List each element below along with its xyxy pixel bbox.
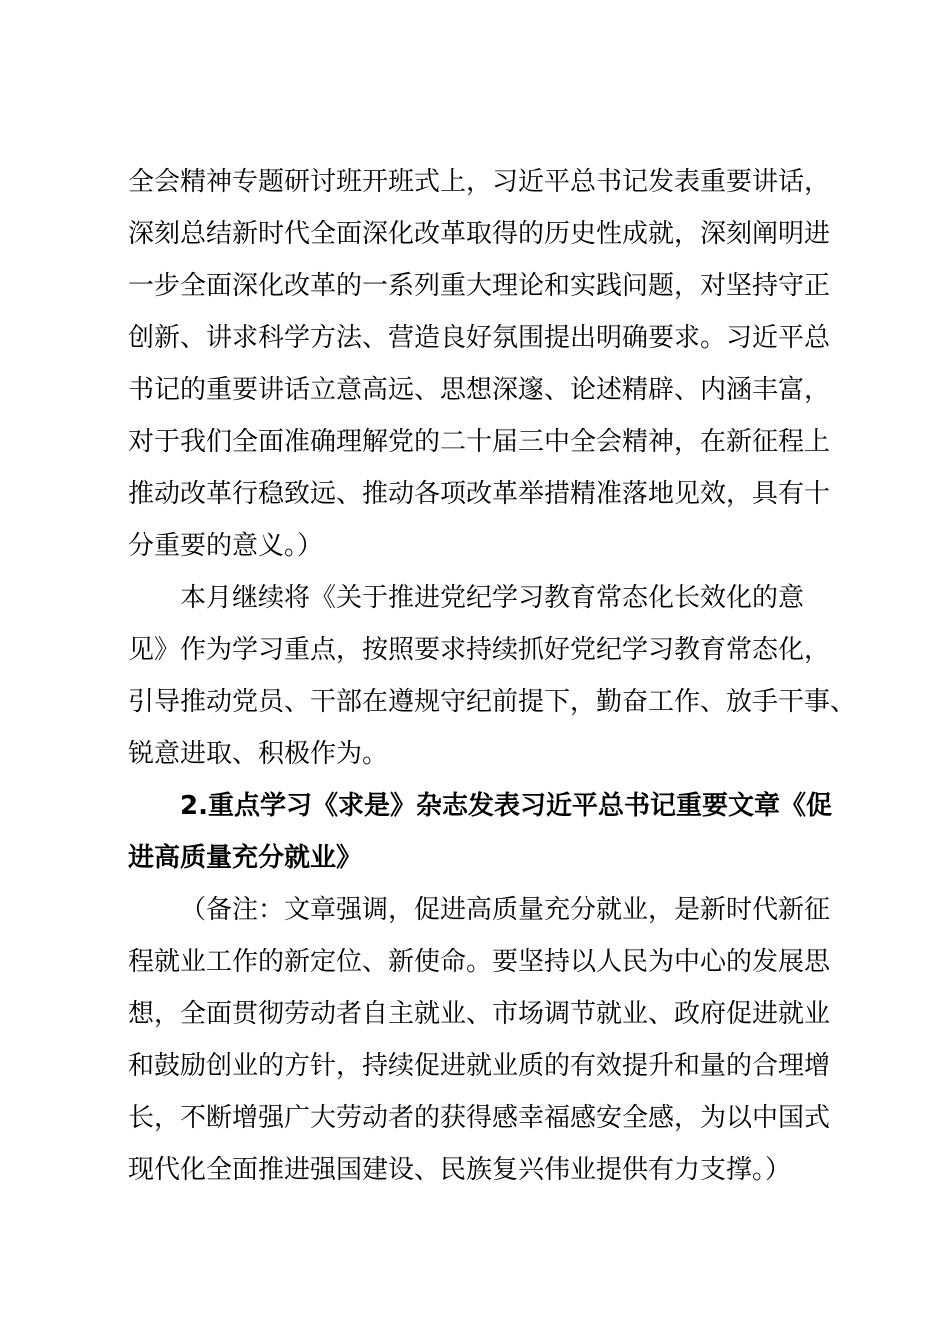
text-line: 长，不断增强广大劳动者的获得感幸福感安全感，为以中国式 bbox=[128, 1103, 831, 1133]
heading-line: 进高质量充分就业》 bbox=[128, 843, 363, 873]
text-line: 书记的重要讲话立意高远、思想深邃、论述精辟、内涵丰富， bbox=[128, 375, 831, 405]
text-line: 现代化全面推进强国建设、民族复兴伟业提供有力支撑。） bbox=[128, 1155, 792, 1185]
text-line: 见》作为学习重点，按照要求持续抓好党纪学习教育常态化， bbox=[128, 635, 831, 665]
text-line: 分重要的意义。） bbox=[128, 531, 324, 561]
heading-line: 2.重点学习《求是》杂志发表习近平总书记重要文章《促 bbox=[180, 791, 832, 821]
text-line: 本月继续将《关于推进党纪学习教育常态化长效化的意 bbox=[180, 583, 805, 613]
paragraph-discipline-study bbox=[128, 572, 857, 780]
text-line: 引导推动党员、干部在遵规守纪前提下，勤奋工作、放手干事、 bbox=[128, 687, 857, 717]
text-line: 推动改革行稳致远、推动各项改革举措精准落地见效，具有十 bbox=[128, 479, 831, 509]
text-line: 全会精神专题研讨班开班式上，习近平总书记发表重要讲话， bbox=[128, 167, 831, 197]
text-line: 程就业工作的新定位、新使命。要坚持以人民为中心的发展思 bbox=[128, 947, 831, 977]
text-line: 创新、讲求科学方法、营造良好氛围提出明确要求。习近平总 bbox=[128, 323, 831, 353]
text-line: 锐意进取、积极作为。 bbox=[128, 739, 389, 769]
text-line: 深刻总结新时代全面深化改革取得的历史性成就，深刻阐明进 bbox=[128, 219, 831, 249]
document-body bbox=[128, 156, 857, 1196]
paragraph-speech-summary bbox=[128, 156, 838, 572]
paragraph-employment-note bbox=[128, 884, 838, 1196]
text-line: 和鼓励创业的方针，持续促进就业质的有效提升和量的合理增 bbox=[128, 1051, 831, 1081]
text-line: 对于我们全面准确理解党的二十届三中全会精神，在新征程上 bbox=[128, 427, 831, 457]
section-heading-2 bbox=[128, 780, 838, 884]
text-line: 一步全面深化改革的一系列重大理论和实践问题，对坚持守正 bbox=[128, 271, 831, 301]
text-line: （备注：文章强调，促进高质量充分就业，是新时代新征 bbox=[180, 895, 831, 925]
text-line: 想，全面贯彻劳动者自主就业、市场调节就业、政府促进就业 bbox=[128, 999, 831, 1029]
